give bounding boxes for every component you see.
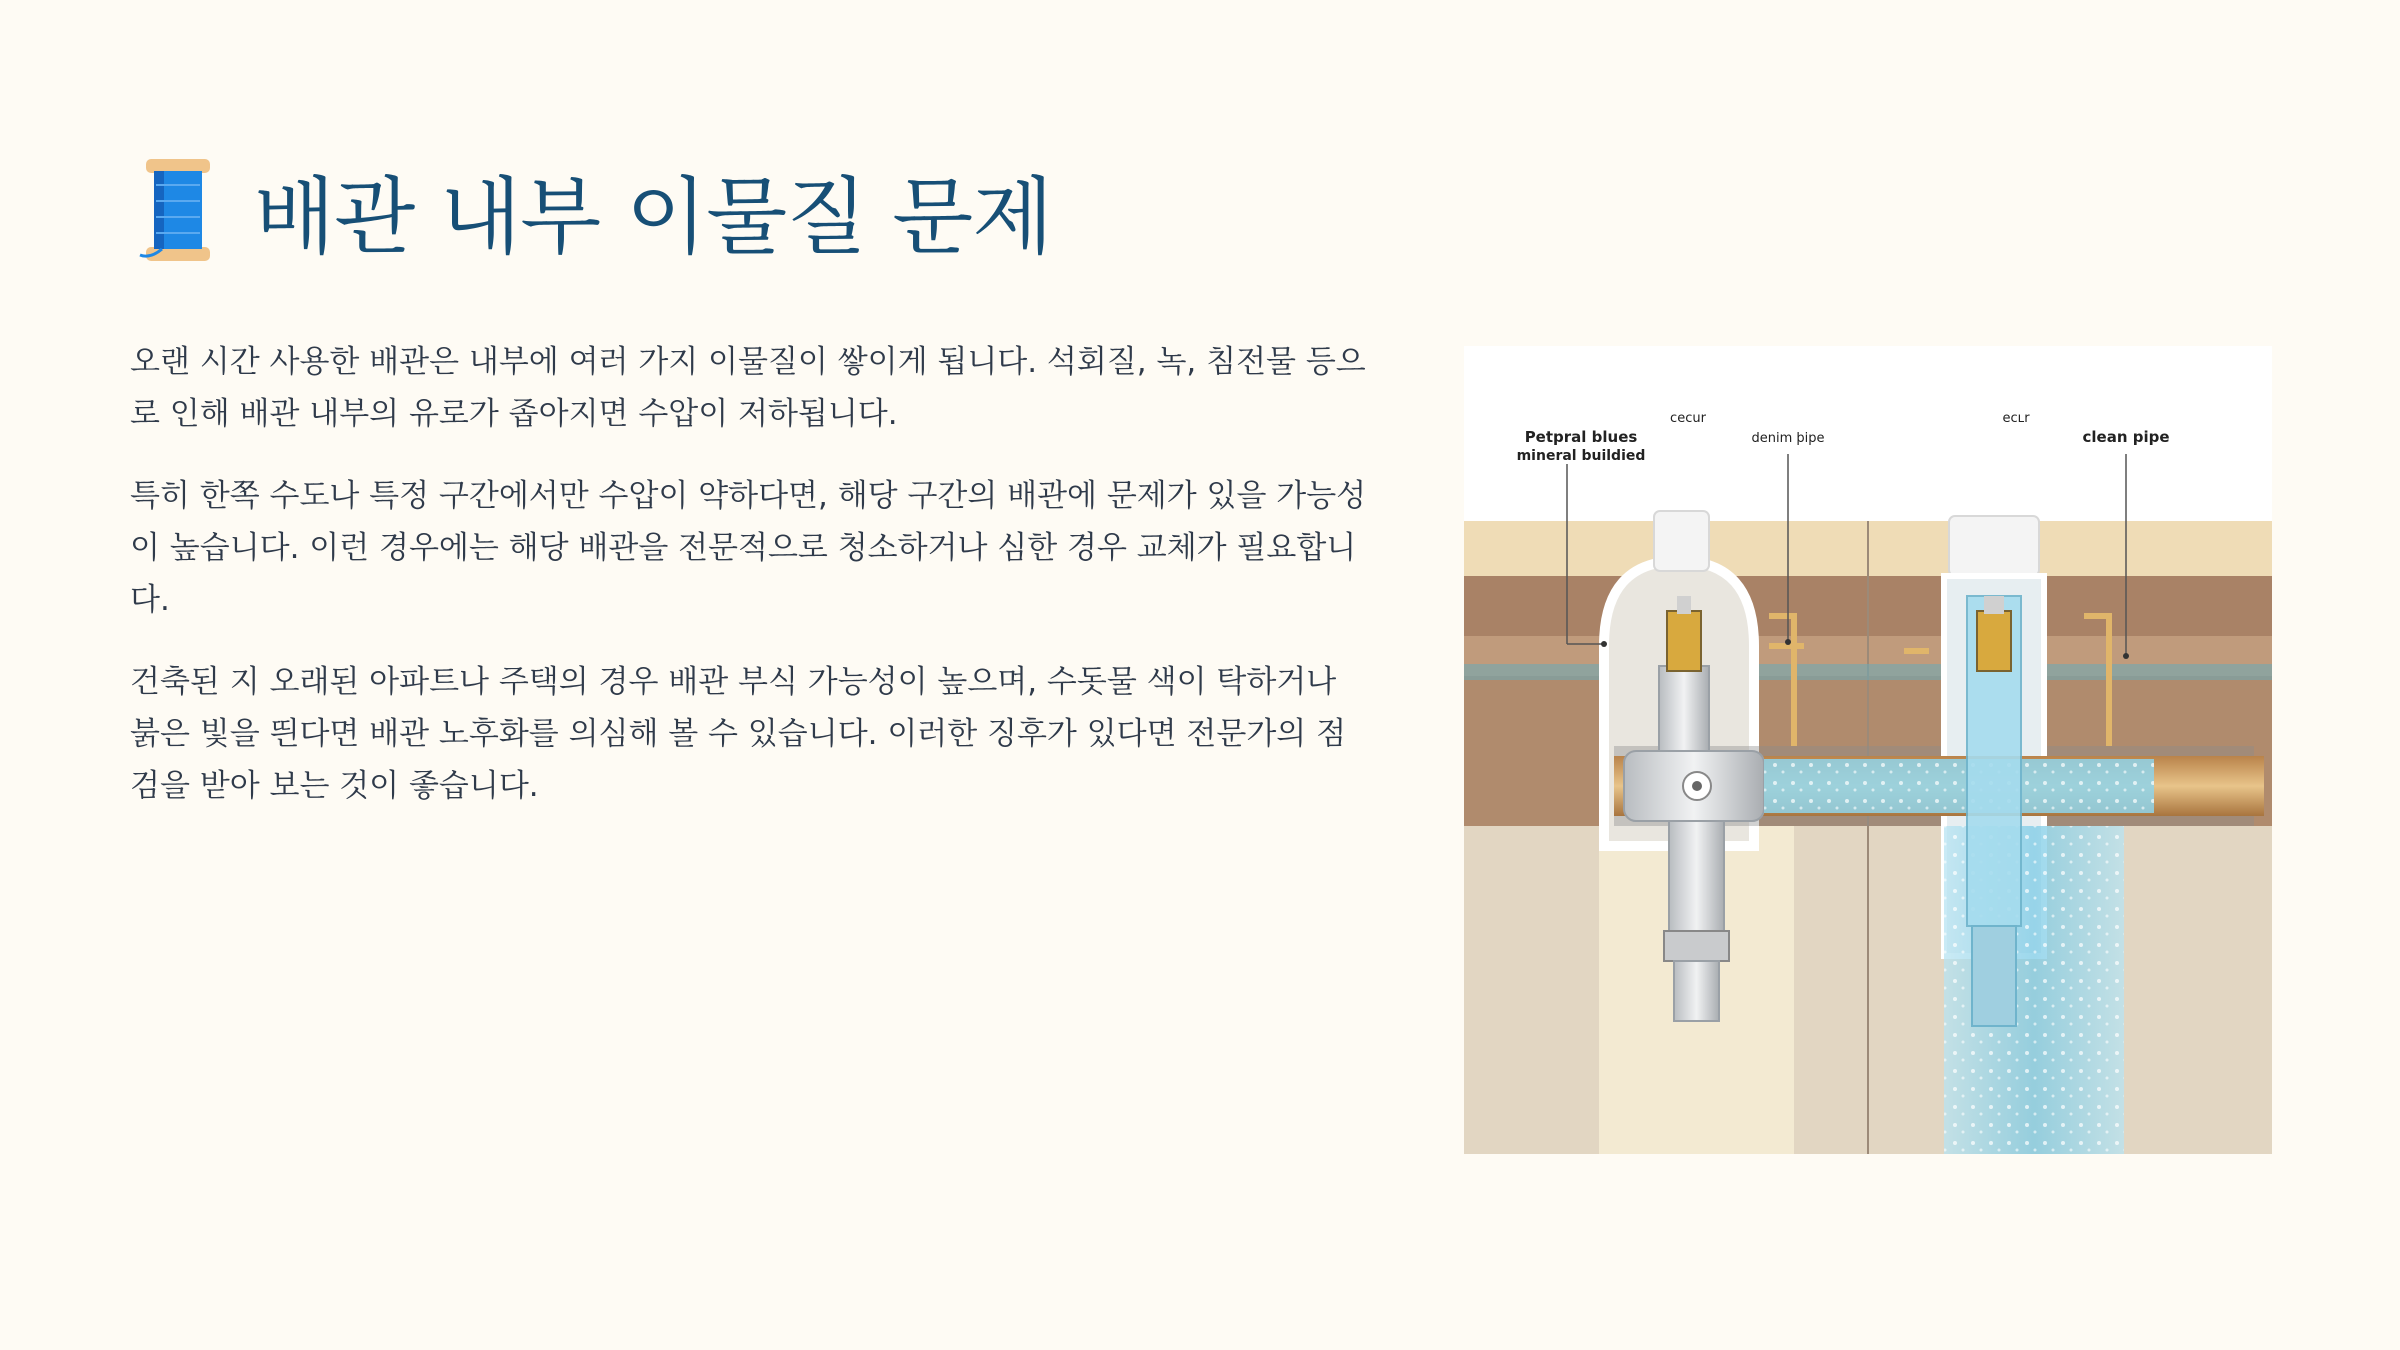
- body-text: [130, 336, 1370, 842]
- figure-label-left-title-1: Petpral blues: [1524, 428, 1638, 446]
- thread-spool-icon: [132, 155, 224, 265]
- title-row: [132, 150, 1052, 270]
- paragraph-3: 건축된 지 오래된 아파트나 주택의 경우 배관 부식 가능성이 높으며, 수돗물 색이 탁하거나 붉은 빛을 띈다면 배관 노후화를 의심해 볼 수 있습니다. 이러한 징후가 있다면 전문가의 점검을 받아 보는 것이 좋습니다.: [130, 664, 1347, 804]
- figure-label-clean-pipe: clean pipe: [2082, 428, 2170, 446]
- figure-label-left-title-2: mineral buildied: [1516, 448, 1646, 464]
- figure-label-top-left-small: cecur: [1670, 411, 1706, 426]
- paragraph-2: 특히 한쪽 수도나 특정 구간에서만 수압이 약하다면, 해당 구간의 배관에 문제가 있을 가능성이 높습니다. 이런 경우에는 해당 배관을 전문적으로 청소하거나 심한 경우 교체가 필요합니다.: [130, 478, 1367, 618]
- page-title: 배관 내부 이물질 문제: [254, 167, 1053, 266]
- figure-label-top-right-small: ecʟr: [2002, 411, 2030, 426]
- figure-label-denim-pipe: denim þipe: [1751, 431, 1825, 446]
- pipe-comparison-illustration: [1464, 346, 2272, 1154]
- paragraph-1: 오랜 시간 사용한 배관은 내부에 여러 가지 이물질이 쌓이게 됩니다. 석회질, 녹, 침전물 등으로 인해 배관 내부의 유로가 좁아지면 수압이 저하됩니다.: [130, 344, 1366, 432]
